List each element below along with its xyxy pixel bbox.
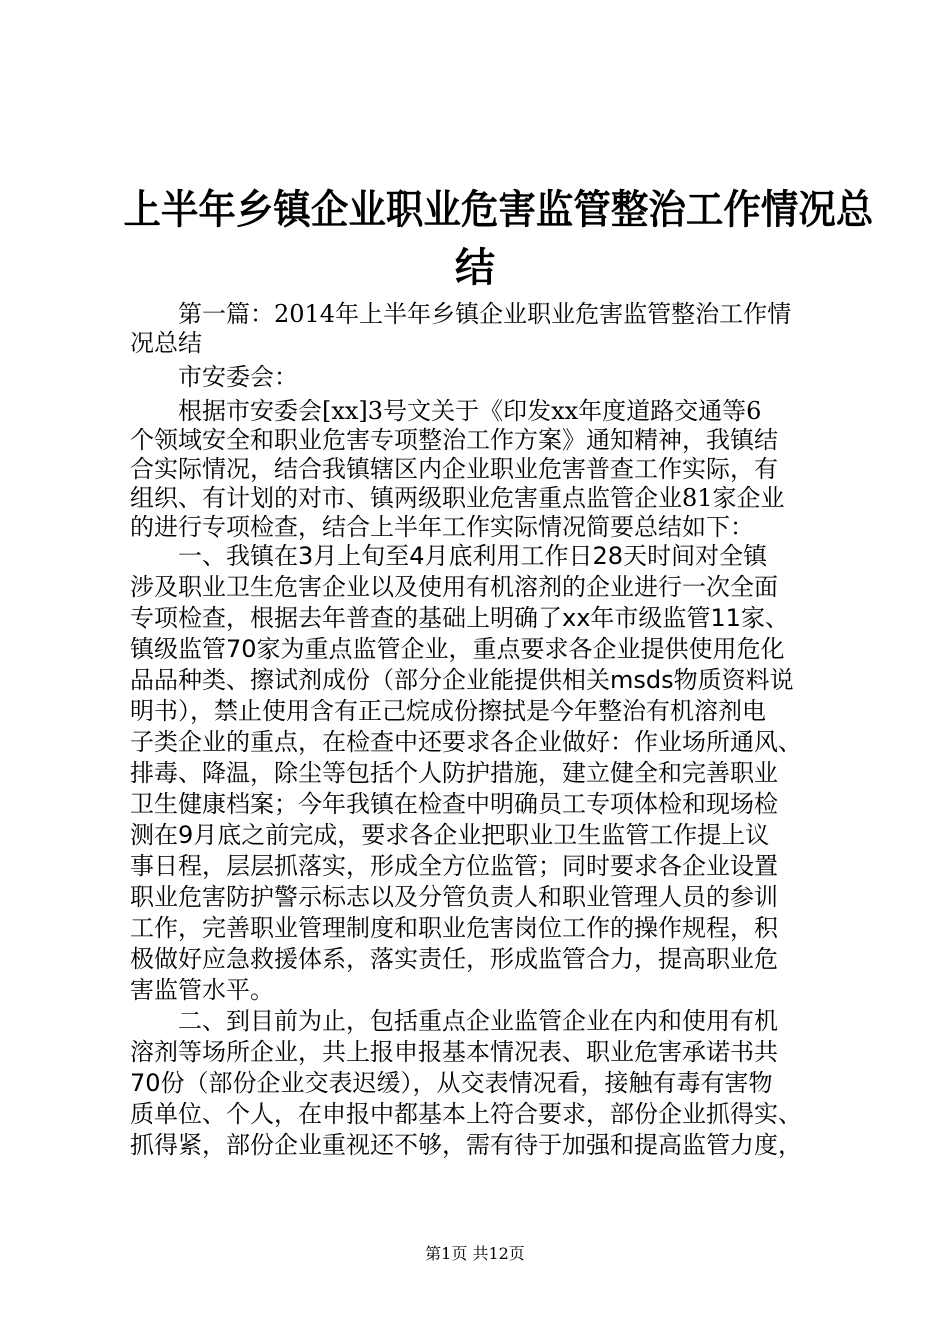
body-line: 抓得紧，部份企业重视还不够，需有待于加强和提高监管力度， (130, 1131, 802, 1159)
body-line: 70份（部份企业交表迟缓），从交表情况看，接触有毒有害物 (130, 1069, 773, 1097)
body-line: 极做好应急救援体系，落实责任，形成监管合力，提高职业危 (130, 945, 778, 973)
body-line: 二、到目前为止，包括重点企业监管企业在内和使用有机 (130, 1007, 778, 1035)
body-line: 工作，完善职业管理制度和职业危害岗位工作的操作规程，积 (130, 914, 778, 942)
body-line: 专项检查，根据去年普查的基础上明确了xx年市级监管11家、 (130, 604, 789, 632)
intro-line: 第一篇：2014年上半年乡镇企业职业危害监管整治工作情 (130, 300, 792, 328)
intro-line: 合实际情况，结合我镇辖区内企业职业危害普查工作实际，有 (130, 455, 778, 483)
intro-line: 根据市安委会[xx]3号文关于《印发xx年度道路交通等6 (130, 397, 762, 425)
document-title-line-1: 上半年乡镇企业职业危害监管整治工作情况总 (123, 186, 874, 233)
body-line: 溶剂等场所企业，共上报申报基本情况表、职业危害承诺书共 (130, 1038, 778, 1066)
body-line: 事日程，层层抓落实，形成全方位监管；同时要求各企业设置 (130, 852, 778, 880)
intro-line: 市安委会： (130, 363, 298, 391)
body-line: 排毒、降温，除尘等包括个人防护措施，建立健全和完善职业 (130, 759, 778, 787)
body-line: 职业危害防护警示标志以及分管负责人和职业管理人员的参训 (130, 883, 778, 911)
body-line: 测在9月底之前完成，要求各企业把职业卫生监管工作提上议 (130, 821, 770, 849)
body-line: 镇级监管70家为重点监管企业，重点要求各企业提供使用危化 (130, 635, 785, 663)
body-line: 害监管水平。 (130, 976, 274, 1004)
body-line: 质单位、个人，在申报中都基本上符合要求，部份企业抓得实、 (130, 1100, 802, 1128)
intro-line: 况总结 (130, 329, 202, 357)
intro-line: 组织、有计划的对市、镇两级职业危害重点监管企业81家企业 (130, 484, 785, 512)
intro-line: 的进行专项检查，结合上半年工作实际情况简要总结如下： (130, 513, 754, 541)
intro-line: 个领域安全和职业危害专项整治工作方案》通知精神，我镇结 (130, 426, 778, 454)
body-line: 明书），禁止使用含有正己烷成份擦拭是今年整治有机溶剂电 (130, 697, 766, 725)
body-line: 涉及职业卫生危害企业以及使用有机溶剂的企业进行一次全面 (130, 573, 778, 601)
page-number-footer: 第1页 共12页 (425, 1244, 525, 1263)
document-title-line-2: 结 (455, 244, 495, 291)
body-line: 卫生健康档案；今年我镇在检查中明确员工专项体检和现场检 (130, 790, 778, 818)
body-line: 一、我镇在3月上旬至4月底利用工作日28天时间对全镇 (130, 542, 768, 570)
body-line: 子类企业的重点，在检查中还要求各企业做好：作业场所通风、 (130, 728, 802, 756)
body-line: 品品种类、擦试剂成份（部分企业能提供相关msds物质资料说 (130, 666, 794, 694)
